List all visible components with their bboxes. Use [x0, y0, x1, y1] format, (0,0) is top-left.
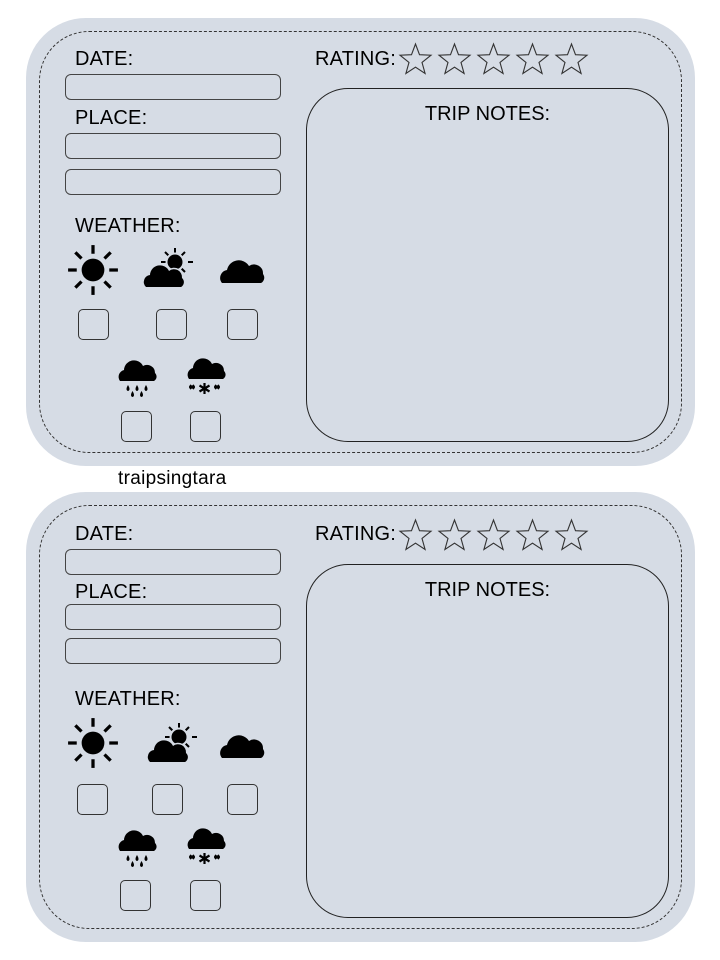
trip-notes-box[interactable]	[306, 564, 669, 918]
weather-label: WEATHER:	[75, 688, 181, 710]
partly-cloudy-icon	[146, 721, 198, 767]
rain-checkbox[interactable]	[121, 411, 152, 442]
snow-icon	[184, 826, 228, 866]
rating-star-icon[interactable]	[437, 518, 472, 553]
rating-label: RATING:	[315, 523, 397, 545]
snow-checkbox[interactable]	[190, 411, 221, 442]
place-field-line-2[interactable]	[65, 638, 281, 664]
rain-icon	[115, 826, 159, 868]
rating-star-icon[interactable]	[398, 518, 433, 553]
rating-star-icon[interactable]	[554, 42, 589, 77]
partly-cloudy-icon	[142, 246, 194, 292]
rating-stars	[398, 518, 589, 553]
rating-star-icon[interactable]	[476, 518, 511, 553]
sun-icon	[67, 244, 119, 296]
rating-star-icon[interactable]	[398, 42, 433, 77]
cloud-icon	[216, 252, 268, 286]
trip-notes-box[interactable]	[306, 88, 669, 442]
rating-label: RATING:	[315, 48, 397, 70]
rating-star-icon[interactable]	[437, 42, 472, 77]
rating-stars	[398, 42, 589, 77]
partly-cloudy-checkbox[interactable]	[156, 309, 187, 340]
snow-icon	[184, 356, 228, 396]
sun-icon	[67, 717, 119, 769]
snow-checkbox[interactable]	[190, 880, 221, 911]
cloudy-checkbox[interactable]	[227, 309, 258, 340]
date-label: DATE:	[75, 48, 134, 70]
place-field-line-1[interactable]	[65, 133, 281, 159]
place-field-line-2[interactable]	[65, 169, 281, 195]
date-field[interactable]	[65, 549, 281, 575]
date-label: DATE:	[75, 523, 134, 545]
rain-checkbox[interactable]	[120, 880, 151, 911]
cloudy-checkbox[interactable]	[227, 784, 258, 815]
place-label: PLACE:	[75, 581, 148, 603]
place-field-line-1[interactable]	[65, 604, 281, 630]
sunny-checkbox[interactable]	[77, 784, 108, 815]
weather-label: WEATHER:	[75, 215, 181, 237]
trip-notes-label: TRIP NOTES:	[424, 103, 551, 125]
travel-journal-card	[26, 492, 695, 942]
rating-star-icon[interactable]	[515, 42, 550, 77]
rating-star-icon[interactable]	[554, 518, 589, 553]
rating-star-icon[interactable]	[476, 42, 511, 77]
credit-text: traipsingtara	[118, 468, 227, 489]
rating-star-icon[interactable]	[515, 518, 550, 553]
travel-journal-card	[26, 18, 695, 466]
sunny-checkbox[interactable]	[78, 309, 109, 340]
place-label: PLACE:	[75, 107, 148, 129]
cloud-icon	[216, 727, 268, 761]
rain-icon	[115, 356, 159, 398]
trip-notes-label: TRIP NOTES:	[424, 579, 551, 601]
date-field[interactable]	[65, 74, 281, 100]
partly-cloudy-checkbox[interactable]	[152, 784, 183, 815]
